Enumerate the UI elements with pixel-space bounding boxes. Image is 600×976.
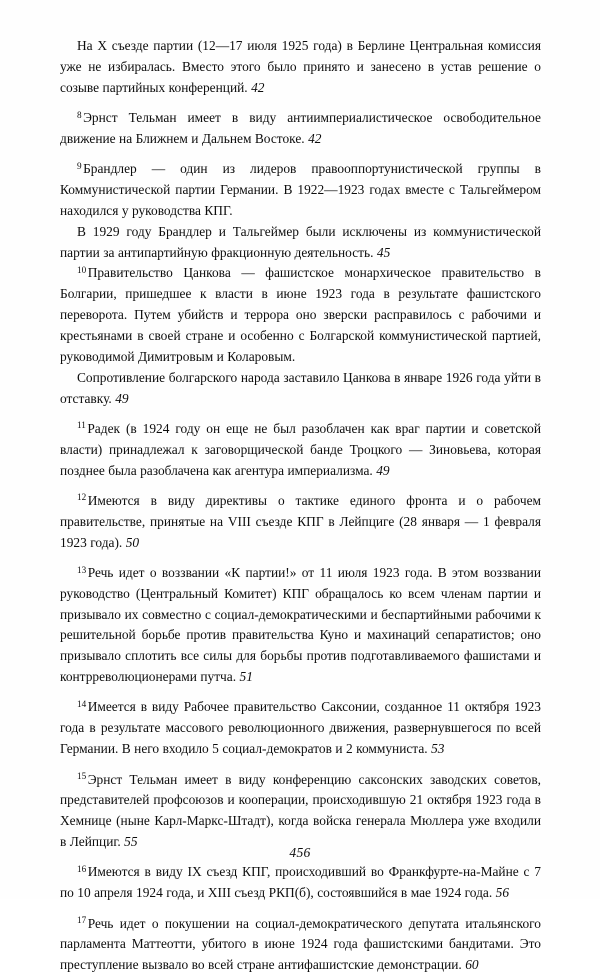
notes-column bbox=[60, 36, 541, 976]
note-reference-page: 50 bbox=[125, 534, 140, 550]
note-reference-page: 60 bbox=[465, 957, 479, 973]
note-body: Эрнст Тельман имеет в виду конференцию саксонских заводских советов, представителей профсоюзов и кооперации, происходившую 21 октября 1923 года в Хемнице (ныне Карл-Маркс-Штадт), когда войска генерала Мюллера уже входили в Лейпциг. bbox=[60, 771, 541, 850]
note-paragraph bbox=[60, 263, 541, 367]
note-paragraph bbox=[60, 36, 541, 99]
note-paragraph bbox=[60, 419, 541, 482]
note-reference-page: 45 bbox=[376, 244, 391, 260]
note-reference-page: 42 bbox=[308, 130, 322, 146]
note-reference-page: 51 bbox=[239, 669, 253, 685]
note-body: Эрнст Тельман имеет в виду антиимпериалистическое освободительное движение на Ближнем и Дальнем Востоке. bbox=[60, 110, 541, 146]
note-body: Речь идет о покушении на социал-демократического депутата итальянского парламента Маттеотти, убитого в июне 1924 года фашистскими бандитами. Это преступление вызвало во всей стране антифашистские демонстрации. bbox=[60, 915, 541, 973]
note-paragraph bbox=[60, 368, 541, 410]
note-paragraph bbox=[60, 563, 541, 688]
note-paragraph bbox=[60, 862, 541, 904]
note-body: Сопротивление болгарского народа заставило Цанкова в январе 1926 года уйти в отставку. bbox=[60, 369, 541, 406]
note-paragraph bbox=[60, 491, 541, 554]
note-paragraph bbox=[60, 697, 541, 760]
note-body: Брандлер — один из лидеров правооппортунистической группы в Коммунистической партии Германии. В 1922—1923 годах вместе с Тальгеймером находился у руководства КПГ. bbox=[60, 161, 541, 218]
note-number: 12 bbox=[77, 492, 87, 503]
note-paragraph bbox=[60, 770, 541, 853]
note-body: На X съезде партии (12—17 июля 1925 года) в Берлине Центральная комиссия уже не избиралась. Вместо этого было принято и занесено в устав решение о созыве партийных конференций. bbox=[60, 38, 541, 95]
note-number: 11 bbox=[77, 420, 86, 431]
note-body: В 1929 году Брандлер и Тальгеймер были исключены из коммунистической партии за антипартийную фракционную деятельность. bbox=[60, 223, 541, 260]
note-body: Речь идет о воззвании «К партии!» от 11 июля 1923 года. В этом воззвании руководство (Центральный Комитет) КПГ обращалось ко всем членам партии и призывало их совместно с социал-демократическими и беспартийными рабочими к решительной борьбе против правительства Куно и махинаций сепаратистов; оно призывало сплотить все силы для борьбы против подготавливаемого фашистами и контрреволюционерами путча. bbox=[60, 564, 541, 685]
note-number: 16 bbox=[77, 863, 87, 874]
note-body: Имеются в виду IX съезд КПГ, происходивший во Франкфурте-на-Майне с 7 по 10 апреля 1924 года, и XIII съезд РКП(б), состоявшийся в мае 1924 года. bbox=[60, 864, 541, 901]
note-body: Правительство Цанкова — фашистское монархическое правительство в Болгарии, пришедшее к власти в июне 1923 года в результате фашистского переворота. Путем убийств и террора оно зверски расправилось с рабочими и крестьянами в своей стране и особенно с Болгарской коммунистической партией, руководимой Димитровым и Коларовым. bbox=[60, 265, 541, 364]
note-number: 10 bbox=[77, 265, 87, 276]
note-number: 8 bbox=[77, 109, 82, 120]
note-reference-page: 55 bbox=[124, 834, 138, 850]
note-paragraph bbox=[60, 159, 541, 222]
note-paragraph bbox=[60, 108, 541, 150]
note-paragraph bbox=[60, 222, 541, 264]
note-reference-page: 56 bbox=[495, 885, 510, 901]
note-body: Радек (в 1924 году он еще не был разоблачен как враг партии и советской власти) принадлежал к заговорщической банде Троцкого — Зиновьева, которая позднее была разоблачена как агентура империализма. bbox=[60, 420, 541, 478]
note-number: 9 bbox=[77, 160, 82, 171]
note-number: 14 bbox=[77, 699, 87, 710]
note-number: 13 bbox=[77, 564, 87, 575]
page-number: 456 bbox=[289, 845, 311, 860]
note-reference-page: 42 bbox=[251, 79, 265, 95]
note-body: Имеются в виду директивы о тактике единого фронта и о рабочем правительстве, принятые на VIII съезде КПГ в Лейпциге (28 января — 1 февраля 1923 года). bbox=[60, 492, 541, 550]
note-paragraph bbox=[60, 914, 541, 976]
note-reference-page: 49 bbox=[115, 390, 129, 406]
note-reference-page: 49 bbox=[376, 462, 390, 478]
note-number: 17 bbox=[77, 915, 87, 926]
note-number: 15 bbox=[77, 771, 87, 782]
note-body: Имеется в виду Рабочее правительство Саксонии, созданное 11 октября 1923 года в результате массового революционного движения, развернувшегося по всей Германии. В него входило 5 социал-демократов и 2 коммуниста. bbox=[60, 699, 541, 757]
note-reference-page: 53 bbox=[431, 741, 445, 757]
